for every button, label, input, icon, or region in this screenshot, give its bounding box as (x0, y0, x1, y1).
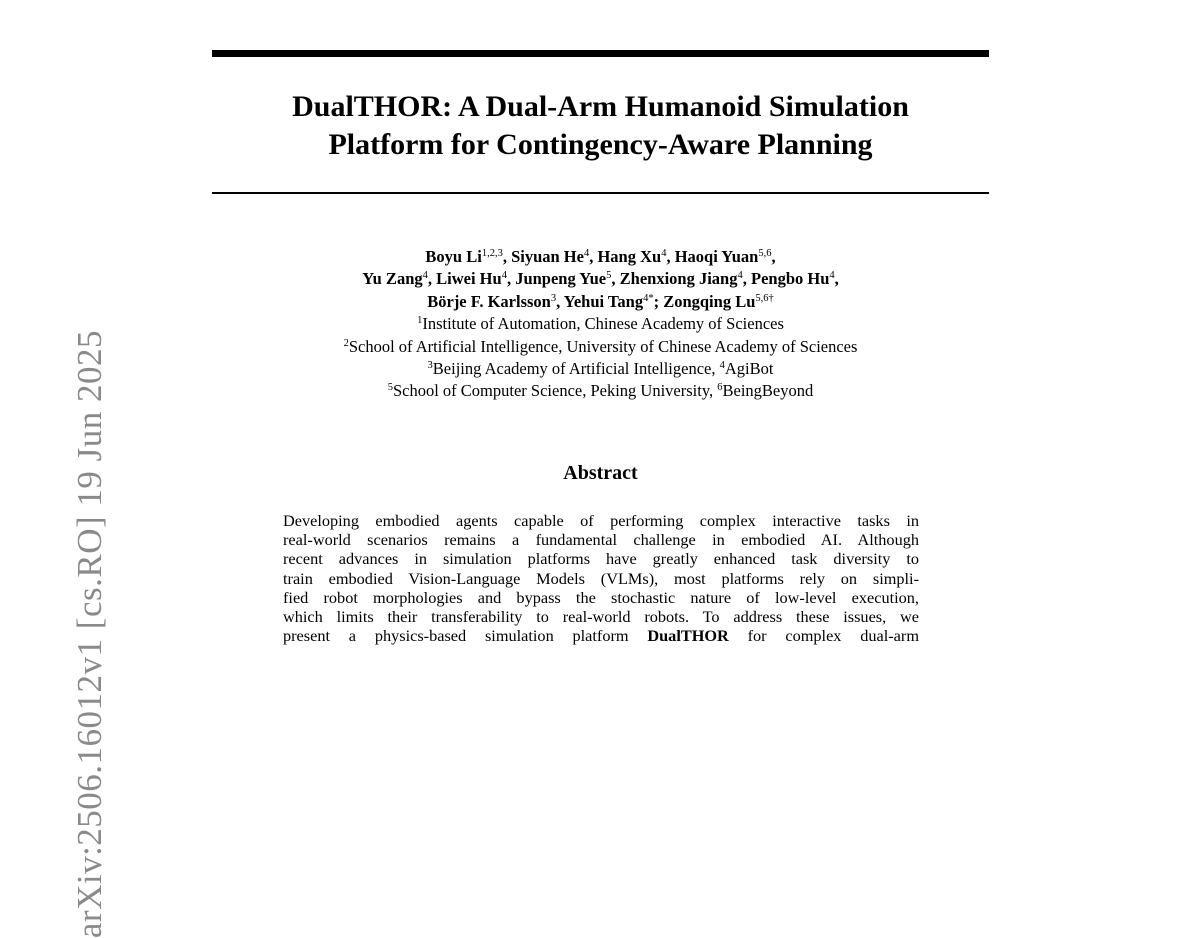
abstract-line-last (283, 626, 919, 645)
author-separator: , (666, 247, 675, 266)
affiliation-number: 4 (719, 360, 725, 372)
author-separator: , (589, 247, 598, 266)
author-name: Siyuan He (511, 247, 584, 266)
abstract-line: which limits their transferability to real-world robots. To address these issues, we (283, 607, 919, 627)
author-affil-mark: 4 (583, 248, 590, 259)
arxiv-side-stamp (27, 0, 109, 938)
author-affil-mark: 5 (606, 270, 612, 282)
author-name: Pengbo Hu (750, 269, 830, 289)
author-line-1 (212, 246, 989, 268)
author-affil-mark: 5,6 (758, 248, 772, 259)
platform-name: DualTHOR (647, 626, 729, 646)
author-affil-mark: 4 (829, 270, 835, 282)
author-separator: , (427, 269, 437, 289)
affiliation-2 (212, 336, 989, 358)
abstract-text: for complex dual-arm (728, 626, 919, 646)
affiliation-5-6 (212, 380, 989, 402)
author-affil-mark: 5,6† (755, 292, 774, 304)
author-affil-mark: 4* (643, 292, 654, 304)
author-affil-mark: 4 (737, 270, 743, 282)
affiliation-number: 5 (387, 382, 393, 394)
title-bottom-rule (212, 192, 989, 194)
affiliation-text: AgiBot (724, 359, 774, 379)
author-separator: ; (653, 291, 664, 311)
abstract-line: fied robot morphologies and bypass the stochastic nature of low-level execution, (283, 587, 919, 607)
author-affil-mark: 3 (550, 292, 557, 304)
abstract-line: Developing embodied agents capable of performing complex interactive tasks in (283, 511, 919, 530)
author-name: Yu Zang (362, 269, 423, 289)
arxiv-identifier[interactable]: arXiv:2506.16012v1 [cs.RO] 19 Jun 2025 (70, 330, 109, 938)
author-name: Börje F. Karlsson (427, 291, 551, 311)
author-name: Zhenxiong Jiang (619, 269, 738, 289)
paper-title (212, 88, 989, 164)
affiliation-text: Beijing Academy of Artificial Intelligence, (432, 359, 720, 379)
affiliation-number: 3 (427, 360, 433, 372)
author-separator: , (771, 247, 776, 266)
author-affil-mark: 1,2,3 (481, 248, 503, 259)
author-name: Hang Xu (597, 247, 662, 266)
abstract-line: train embodied Vision-Language Models (VLMs), most platforms rely on simpli- (283, 568, 919, 588)
author-separator: , (502, 247, 512, 266)
author-name: Boyu Li (425, 247, 482, 266)
author-separator: , (611, 269, 620, 289)
affiliation-text: School of Artificial Intelligence, University of Chinese Academy of Sciences (348, 336, 858, 356)
abstract-line: real-world scenarios remains a fundamental challenge in embodied AI. Although (283, 530, 919, 550)
abstract-text: present a physics-based simulation platform (283, 626, 648, 646)
affiliation-number: 6 (717, 382, 723, 394)
title-line-1: DualTHOR: A Dual-Arm Humanoid Simulation (292, 90, 909, 123)
author-name: Junpeng Yue (515, 269, 607, 289)
affiliation-text: Institute of Automation, Chinese Academy of Sciences (422, 314, 784, 334)
title-line-2: Platform for Contingency-Aware Planning (328, 128, 873, 161)
affiliation-3-4 (212, 358, 989, 380)
author-name: Liwei Hu (436, 269, 502, 289)
author-affil-mark: 4 (422, 270, 428, 282)
author-affil-mark: 4 (661, 248, 667, 259)
author-name: Haoqi Yuan (674, 247, 759, 266)
affiliation-number: 1 (417, 315, 423, 327)
author-affil-mark: 4 (501, 270, 507, 282)
author-separator: , (742, 269, 751, 289)
abstract-body (283, 511, 919, 645)
author-separator: , (556, 291, 564, 311)
abstract-heading: Abstract (563, 462, 638, 484)
affiliation-text: School of Computer Science, Peking University, (392, 381, 718, 401)
author-separator: , (506, 269, 516, 289)
author-separator: , (834, 269, 839, 289)
abstract-line: recent advances in simulation platforms have greatly enhanced task diversity to (283, 549, 919, 569)
affiliation-text: BeingBeyond (722, 381, 814, 401)
author-block (212, 246, 989, 403)
affiliation-number: 2 (343, 337, 349, 349)
author-line-3 (212, 291, 989, 313)
author-name: Yehui Tang (563, 291, 644, 311)
author-name: Zongqing Lu (663, 291, 756, 311)
title-top-rule (212, 50, 989, 57)
affiliation-1 (212, 313, 989, 335)
author-line-2 (212, 268, 989, 290)
